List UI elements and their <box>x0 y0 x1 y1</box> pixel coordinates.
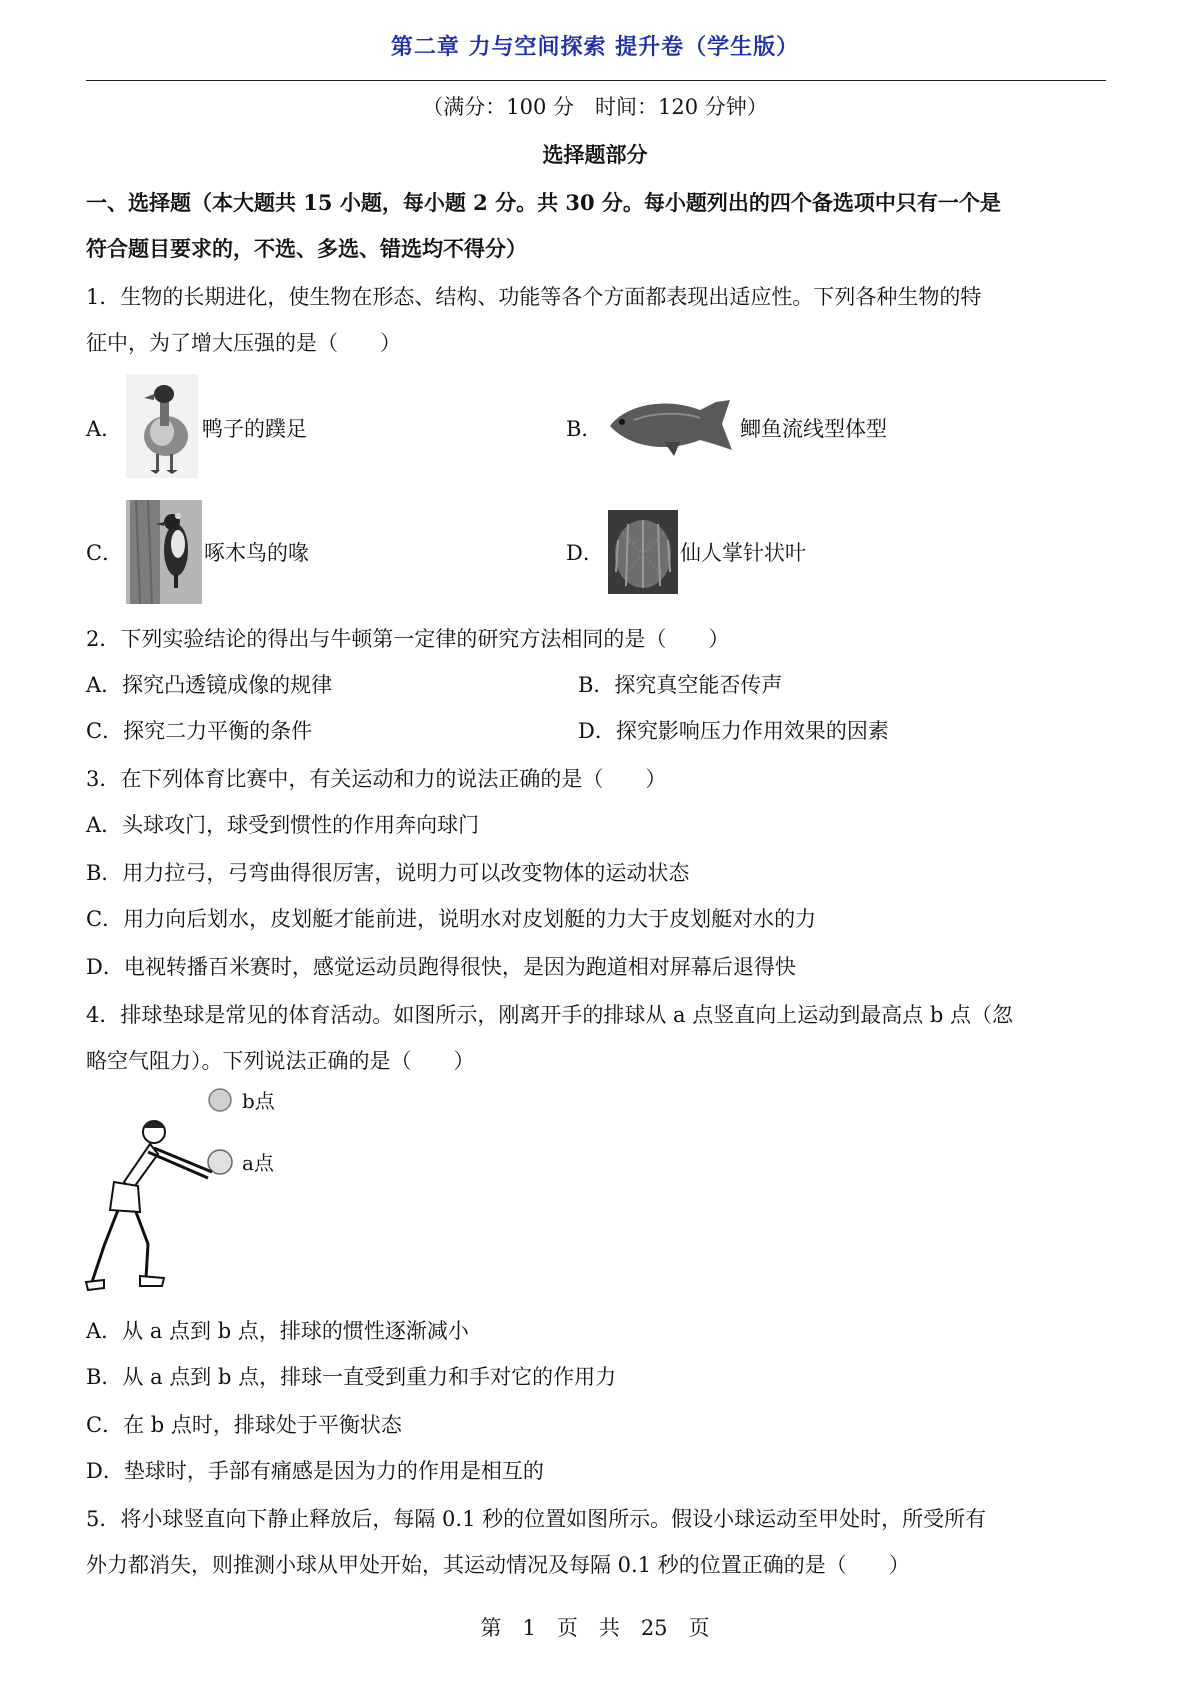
q4-option-d: D．垫球时，手部有痛感是因为力的作用是相互的 <box>86 1459 544 1483</box>
q4-option-b: B．从 a 点到 b 点，排球一直受到重力和手对它的作用力 <box>86 1365 617 1389</box>
page-number: 第 1 页 共 25 页 <box>480 1616 710 1640</box>
header-rule <box>86 80 1106 81</box>
cactus-image <box>608 510 678 594</box>
q4-stem-line2: 略空气阻力）。下列说法正确的是（ ） <box>86 1049 475 1073</box>
q1-option-c-text: 啄木鸟的喙 <box>204 541 309 565</box>
q1-option-b-text: 鲫鱼流线型体型 <box>740 417 887 441</box>
q1-option-a-text: 鸭子的蹼足 <box>202 417 307 441</box>
section-instructions-line2: 符合题目要求的，不选、多选、错选均不得分） <box>86 236 527 261</box>
q1-option-c-letter: C． <box>86 541 124 565</box>
q4-label-b: b点 <box>242 1089 275 1113</box>
q4-option-c: C．在 b 点时，排球处于平衡状态 <box>86 1413 402 1437</box>
fish-image <box>604 392 736 460</box>
q2-option-d: D．探究影响压力作用效果的因素 <box>578 719 889 743</box>
q1-stem-line2: 征中，为了增大压强的是（ ） <box>86 331 401 355</box>
q1-option-d-letter: D． <box>566 541 604 565</box>
woodpecker-image <box>126 500 202 604</box>
section-title: 选择题部分 <box>542 142 648 167</box>
q4-label-a: a点 <box>242 1151 274 1175</box>
q1-option-a-letter: A． <box>86 417 123 441</box>
q5-stem-line1: 5．将小球竖直向下静止释放后，每隔 0.1 秒的位置如图所示。假设小球运动至甲处时，所受所有 <box>86 1507 987 1531</box>
q2-option-c: C．探究二力平衡的条件 <box>86 719 313 743</box>
volleyball-player-figure <box>84 1086 304 1302</box>
q1-stem-line1: 1．生物的长期进化，使生物在形态、结构、功能等各个方面都表现出适应性。下列各种生物的特 <box>86 285 982 309</box>
q3-option-b: B．用力拉弓，弓弯曲得很厉害，说明力可以改变物体的运动状态 <box>86 861 690 885</box>
page-title: 第二章 力与空间探索 提升卷（学生版） <box>390 35 800 60</box>
q1-option-d-text: 仙人掌针状叶 <box>680 541 806 565</box>
q3-option-a: A．头球攻门，球受到惯性的作用奔向球门 <box>86 813 480 837</box>
q1-option-b-letter: B． <box>566 417 603 441</box>
q2-option-b: B．探究真空能否传声 <box>578 673 783 697</box>
q3-stem: 3．在下列体育比赛中，有关运动和力的说法正确的是（ ） <box>86 767 667 791</box>
q3-option-c: C．用力向后划水，皮划艇才能前进，说明水对皮划艇的力大于皮划艇对水的力 <box>86 907 817 931</box>
exam-info: （满分：100 分 时间：120 分钟） <box>422 95 768 119</box>
q4-stem-line1: 4．排球垫球是常见的体育活动。如图所示，刚离开手的排球从 a 点竖直向上运动到最高点 b 点（忽 <box>86 1003 1014 1027</box>
q2-option-a: A．探究凸透镜成像的规律 <box>86 673 333 697</box>
q4-option-a: A．从 a 点到 b 点，排球的惯性逐渐减小 <box>86 1319 469 1343</box>
section-instructions-line1: 一、选择题（本大题共 15 小题，每小题 2 分。共 30 分。每小题列出的四个备选项中只有一个是 <box>86 190 1001 215</box>
q3-option-d: D．电视转播百米赛时，感觉运动员跑得很快，是因为跑道相对屏幕后退得快 <box>86 955 796 979</box>
q5-stem-line2: 外力都消失，则推测小球从甲处开始，其运动情况及每隔 0.1 秒的位置正确的是（ ） <box>86 1553 910 1577</box>
q2-stem: 2．下列实验结论的得出与牛顿第一定律的研究方法相同的是（ ） <box>86 627 730 651</box>
duck-image <box>126 374 198 478</box>
